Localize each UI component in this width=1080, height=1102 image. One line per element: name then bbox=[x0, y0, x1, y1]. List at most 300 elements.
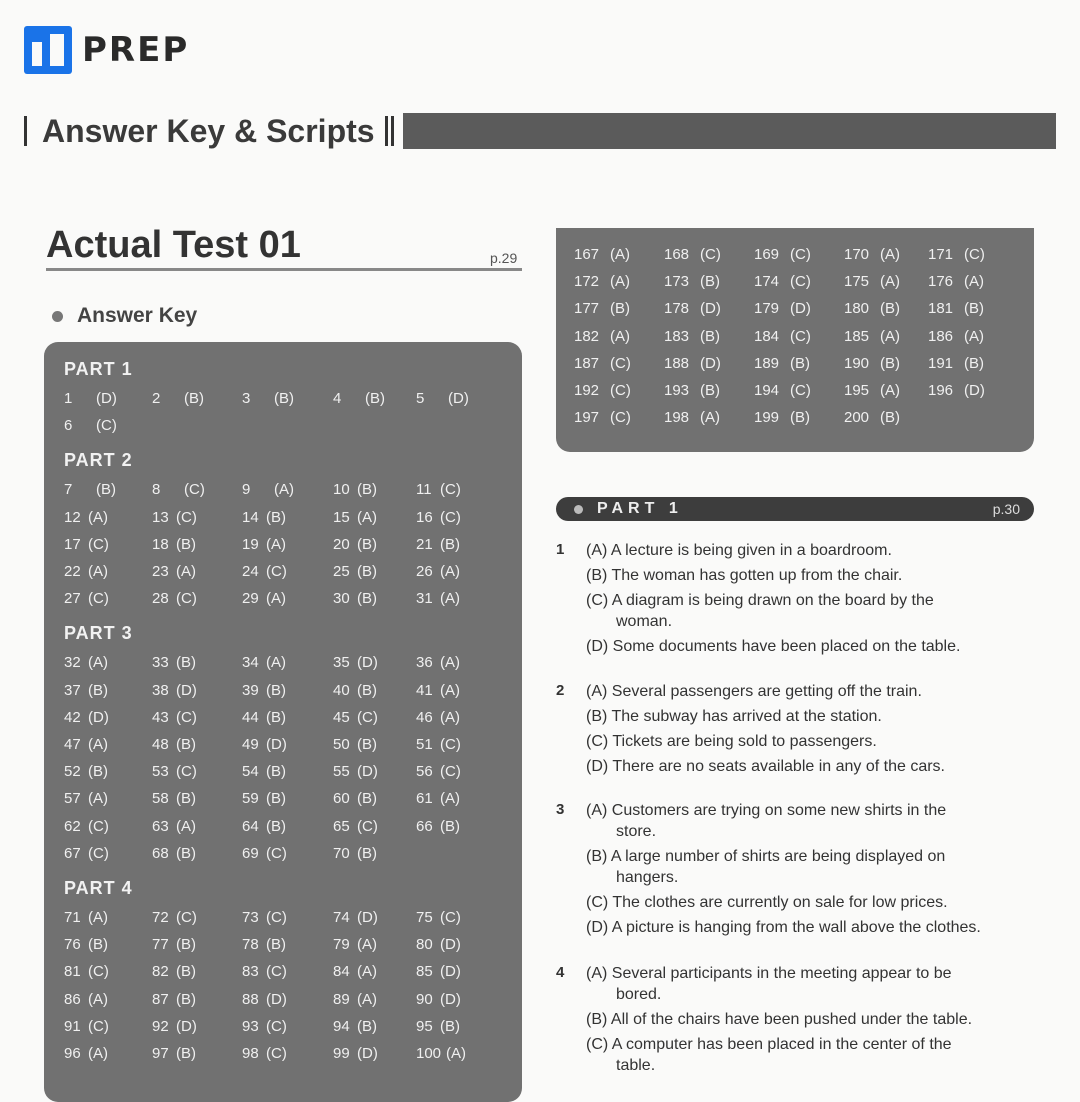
answer-choice: (B) bbox=[266, 681, 286, 699]
answer-choice: (B) bbox=[88, 763, 108, 781]
bullet-icon bbox=[574, 505, 583, 514]
answer-choice: (D) bbox=[266, 990, 287, 1008]
answer-number: 183 bbox=[664, 327, 690, 345]
answer-number: 55 bbox=[333, 763, 350, 781]
answer-choice: (B) bbox=[790, 354, 810, 372]
answer-number: 34 bbox=[242, 654, 259, 672]
answer-choice: (D) bbox=[357, 1045, 378, 1062]
answer-number: 5 bbox=[416, 390, 425, 407]
answer-choice: (A) bbox=[88, 654, 108, 672]
answer-number: 14 bbox=[242, 508, 259, 526]
answer-number: 6 bbox=[64, 417, 73, 435]
answer-choice: (D) bbox=[448, 390, 469, 407]
answer-choice: (C) bbox=[88, 963, 109, 981]
answer-choice: (C) bbox=[176, 708, 197, 726]
answer-choice: (C) bbox=[176, 590, 197, 608]
answer-choice: (B) bbox=[357, 563, 377, 580]
answer-choice: (A) bbox=[610, 327, 630, 345]
answer-number: 85 bbox=[416, 963, 433, 981]
section-title: Answer Key & Scripts bbox=[42, 112, 375, 149]
answer-number: 27 bbox=[64, 590, 81, 608]
answer-choice: (C) bbox=[88, 535, 109, 553]
answer-number: 13 bbox=[152, 508, 169, 526]
answer-number: 187 bbox=[574, 354, 600, 372]
answer-number: 174 bbox=[754, 273, 780, 291]
answer-choice: (C) bbox=[176, 909, 197, 926]
answer-number: 96 bbox=[64, 1045, 81, 1062]
answer-number: 181 bbox=[928, 300, 954, 318]
answer-choice: (B) bbox=[176, 844, 196, 862]
question-number: 3 bbox=[556, 801, 565, 818]
answer-number: 57 bbox=[64, 790, 81, 808]
script-option-line: hangers. bbox=[616, 869, 679, 886]
answer-choice: (A) bbox=[266, 590, 286, 608]
answer-number: 38 bbox=[152, 681, 169, 699]
answer-choice: (A) bbox=[88, 990, 108, 1008]
answer-number: 184 bbox=[754, 327, 780, 345]
answer-number: 81 bbox=[64, 963, 81, 981]
answer-number: 65 bbox=[333, 817, 350, 835]
answer-choice: (D) bbox=[357, 909, 378, 926]
answer-number: 186 bbox=[928, 327, 954, 345]
answer-number: 167 bbox=[574, 246, 600, 263]
answer-number: 92 bbox=[152, 1017, 169, 1035]
answer-number: 63 bbox=[152, 817, 169, 835]
answer-choice: (C) bbox=[266, 1045, 287, 1062]
answer-number: 171 bbox=[928, 246, 954, 263]
answer-number: 100 bbox=[416, 1045, 442, 1062]
answer-number: 182 bbox=[574, 327, 600, 345]
answer-number: 75 bbox=[416, 909, 433, 926]
answer-number: 10 bbox=[333, 481, 350, 499]
answer-choice: (B) bbox=[357, 1017, 377, 1035]
answer-choice: (A) bbox=[440, 790, 460, 808]
script-part-banner bbox=[556, 497, 1034, 521]
answer-key-box-right bbox=[556, 228, 1034, 452]
answer-number: 25 bbox=[333, 563, 350, 580]
answer-number: 98 bbox=[242, 1045, 259, 1062]
script-option-line: (C) Tickets are being sold to passengers. bbox=[586, 733, 877, 750]
answer-number: 197 bbox=[574, 409, 600, 427]
answer-number: 74 bbox=[333, 909, 350, 926]
answer-choice: (B) bbox=[880, 300, 900, 318]
answer-number: 69 bbox=[242, 844, 259, 862]
answer-number: 2 bbox=[152, 390, 161, 407]
answer-choice: (C) bbox=[790, 273, 811, 291]
script-option-line: (A) A lecture is being given in a boardroom. bbox=[586, 542, 892, 559]
answer-choice: (C) bbox=[440, 736, 461, 753]
answer-number: 76 bbox=[64, 936, 81, 954]
answer-number: 93 bbox=[242, 1017, 259, 1035]
answer-choice: (C) bbox=[440, 508, 461, 526]
script-option-line: (B) All of the chairs have been pushed under the table. bbox=[586, 1011, 973, 1028]
answer-number: 17 bbox=[64, 535, 81, 553]
answer-choice: (C) bbox=[610, 354, 631, 372]
answer-choice: (D) bbox=[964, 382, 985, 399]
answer-part-label: PART 4 bbox=[64, 878, 133, 898]
answer-number: 39 bbox=[242, 681, 259, 699]
answer-choice: (A) bbox=[266, 654, 286, 672]
answer-number: 194 bbox=[754, 382, 780, 399]
answer-number: 62 bbox=[64, 817, 81, 835]
answer-choice: (A) bbox=[880, 273, 900, 291]
answer-choice: (C) bbox=[184, 481, 205, 499]
script-option-line: (D) There are no seats available in any of the cars. bbox=[586, 758, 945, 775]
answer-number: 68 bbox=[152, 844, 169, 862]
answer-number: 3 bbox=[242, 390, 251, 407]
answer-choice: (A) bbox=[88, 563, 108, 580]
answer-number: 44 bbox=[242, 708, 259, 726]
prep-logo-icon bbox=[24, 26, 72, 74]
answer-choice: (A) bbox=[274, 481, 294, 499]
answer-number: 23 bbox=[152, 563, 169, 580]
answer-choice: (B) bbox=[357, 736, 377, 753]
answer-choice: (B) bbox=[88, 681, 108, 699]
answer-number: 191 bbox=[928, 354, 954, 372]
answer-choice: (A) bbox=[440, 590, 460, 608]
answer-choice: (C) bbox=[610, 409, 631, 427]
script-option-line: table. bbox=[616, 1057, 656, 1074]
answer-number: 180 bbox=[844, 300, 870, 318]
answer-choice: (B) bbox=[357, 590, 377, 608]
answer-number: 87 bbox=[152, 990, 169, 1008]
answer-choice: (D) bbox=[176, 681, 197, 699]
script-option-line: (D) Some documents have been placed on the table. bbox=[586, 638, 961, 655]
answer-choice: (A) bbox=[266, 535, 286, 553]
answer-choice: (D) bbox=[700, 354, 721, 372]
answer-number: 22 bbox=[64, 563, 81, 580]
answer-number: 28 bbox=[152, 590, 169, 608]
script-option-line: (C) A computer has been placed in the center of the bbox=[586, 1036, 952, 1053]
answer-choice: (B) bbox=[880, 354, 900, 372]
answer-number: 77 bbox=[152, 936, 169, 954]
answer-choice: (B) bbox=[700, 327, 720, 345]
answer-number: 26 bbox=[416, 563, 433, 580]
answer-number: 95 bbox=[416, 1017, 433, 1035]
answer-number: 48 bbox=[152, 736, 169, 753]
script-option-line: (B) A large number of shirts are being displayed on bbox=[586, 848, 946, 865]
answer-choice: (A) bbox=[440, 681, 460, 699]
answer-choice: (A) bbox=[610, 273, 630, 291]
answer-choice: (A) bbox=[357, 990, 377, 1008]
answer-choice: (A) bbox=[964, 273, 984, 291]
answer-number: 193 bbox=[664, 382, 690, 399]
answer-number: 73 bbox=[242, 909, 259, 926]
answer-number: 70 bbox=[333, 844, 350, 862]
answer-number: 88 bbox=[242, 990, 259, 1008]
answer-number: 192 bbox=[574, 382, 600, 399]
script-option-line: (C) A diagram is being drawn on the board by the bbox=[586, 592, 934, 609]
test-title: Actual Test 01 bbox=[46, 224, 301, 266]
answer-choice: (D) bbox=[266, 736, 287, 753]
answer-number: 29 bbox=[242, 590, 259, 608]
answer-part-label: PART 1 bbox=[64, 359, 133, 379]
answer-choice: (C) bbox=[88, 1017, 109, 1035]
answer-choice: (B) bbox=[176, 990, 196, 1008]
script-option-line: (B) The subway has arrived at the station. bbox=[586, 708, 882, 725]
answer-number: 179 bbox=[754, 300, 780, 318]
answer-choice: (B) bbox=[176, 790, 196, 808]
answer-choice: (D) bbox=[96, 390, 117, 407]
answer-choice: (A) bbox=[880, 246, 900, 263]
answer-choice: (B) bbox=[176, 1045, 196, 1062]
answer-choice: (B) bbox=[176, 963, 196, 981]
answer-choice: (A) bbox=[88, 736, 108, 753]
question-number: 1 bbox=[556, 541, 565, 558]
answer-choice: (A) bbox=[446, 1045, 466, 1062]
answer-number: 42 bbox=[64, 708, 81, 726]
answer-number: 169 bbox=[754, 246, 780, 263]
answer-choice: (B) bbox=[96, 481, 116, 499]
answer-choice: (C) bbox=[266, 963, 287, 981]
answer-choice: (A) bbox=[610, 246, 630, 263]
answer-number: 21 bbox=[416, 535, 433, 553]
answer-number: 195 bbox=[844, 382, 870, 399]
answer-choice: (A) bbox=[440, 708, 460, 726]
answer-number: 7 bbox=[64, 481, 73, 499]
answer-number: 37 bbox=[64, 681, 81, 699]
answer-choice: (B) bbox=[880, 409, 900, 427]
answer-choice: (D) bbox=[176, 1017, 197, 1035]
script-option-line: (C) The clothes are currently on sale for low prices. bbox=[586, 894, 948, 911]
answer-choice: (D) bbox=[700, 300, 721, 318]
answer-choice: (B) bbox=[266, 790, 286, 808]
answer-number: 15 bbox=[333, 508, 350, 526]
answer-choice: (B) bbox=[357, 790, 377, 808]
answer-choice: (C) bbox=[88, 590, 109, 608]
answer-number: 168 bbox=[664, 246, 690, 263]
answer-choice: (A) bbox=[176, 817, 196, 835]
answer-number: 66 bbox=[416, 817, 433, 835]
answer-number: 178 bbox=[664, 300, 690, 318]
answer-choice: (C) bbox=[700, 246, 721, 263]
answer-choice: (C) bbox=[176, 508, 197, 526]
answer-number: 64 bbox=[242, 817, 259, 835]
answer-choice: (B) bbox=[964, 300, 984, 318]
answer-number: 94 bbox=[333, 1017, 350, 1035]
answer-choice: (A) bbox=[88, 909, 108, 926]
answer-number: 24 bbox=[242, 563, 259, 580]
answer-choice: (C) bbox=[96, 417, 117, 435]
prep-logo bbox=[24, 26, 189, 74]
answer-choice: (B) bbox=[440, 535, 460, 553]
answer-choice: (D) bbox=[88, 708, 109, 726]
answer-number: 53 bbox=[152, 763, 169, 781]
answer-number: 90 bbox=[416, 990, 433, 1008]
answer-choice: (A) bbox=[700, 409, 720, 427]
answer-number: 91 bbox=[64, 1017, 81, 1035]
answer-number: 49 bbox=[242, 736, 259, 753]
answer-choice: (C) bbox=[440, 481, 461, 499]
answer-choice: (D) bbox=[440, 990, 461, 1008]
answer-number: 170 bbox=[844, 246, 870, 263]
answer-number: 78 bbox=[242, 936, 259, 954]
answer-choice: (B) bbox=[88, 936, 108, 954]
answer-number: 67 bbox=[64, 844, 81, 862]
answer-choice: (C) bbox=[790, 382, 811, 399]
answer-number: 54 bbox=[242, 763, 259, 781]
answer-number: 20 bbox=[333, 535, 350, 553]
answer-choice: (C) bbox=[964, 246, 985, 263]
answer-choice: (C) bbox=[790, 327, 811, 345]
answer-number: 83 bbox=[242, 963, 259, 981]
answer-choice: (B) bbox=[176, 736, 196, 753]
answer-choice: (B) bbox=[266, 508, 286, 526]
answer-number: 97 bbox=[152, 1045, 169, 1062]
answer-number: 46 bbox=[416, 708, 433, 726]
answer-choice: (A) bbox=[176, 563, 196, 580]
answer-number: 198 bbox=[664, 409, 690, 427]
section-header bbox=[24, 108, 1056, 154]
answer-choice: (B) bbox=[357, 844, 377, 862]
answer-choice: (C) bbox=[266, 844, 287, 862]
answer-number: 189 bbox=[754, 354, 780, 372]
answer-choice: (C) bbox=[88, 817, 109, 835]
answer-number: 177 bbox=[574, 300, 600, 318]
script-part-title: PART 1 bbox=[597, 500, 683, 517]
script-option-line: (B) The woman has gotten up from the chair. bbox=[586, 567, 903, 584]
answer-number: 52 bbox=[64, 763, 81, 781]
answer-number: 47 bbox=[64, 736, 81, 753]
answer-part-label: PART 3 bbox=[64, 623, 133, 644]
answer-number: 30 bbox=[333, 590, 350, 608]
answer-number: 80 bbox=[416, 936, 433, 954]
answer-choice: (C) bbox=[440, 763, 461, 781]
answer-number: 51 bbox=[416, 736, 433, 753]
answer-choice: (A) bbox=[880, 327, 900, 345]
answer-choice: (A) bbox=[357, 936, 377, 954]
answer-number: 172 bbox=[574, 273, 600, 291]
answer-choice: (C) bbox=[790, 246, 811, 263]
answer-number: 176 bbox=[928, 273, 954, 291]
answer-choice: (D) bbox=[440, 936, 461, 954]
answer-number: 99 bbox=[333, 1045, 350, 1062]
answer-number: 58 bbox=[152, 790, 169, 808]
script-option-line: (A) Several participants in the meeting appear to be bbox=[586, 965, 952, 982]
script-option-line: (A) Several passengers are getting off the train. bbox=[586, 683, 922, 700]
answer-number: 12 bbox=[64, 508, 81, 526]
answer-choice: (C) bbox=[266, 1017, 287, 1035]
answer-choice: (D) bbox=[357, 763, 378, 781]
title-underline bbox=[46, 268, 522, 271]
answer-number: 43 bbox=[152, 708, 169, 726]
answer-number: 86 bbox=[64, 990, 81, 1008]
answer-choice: (A) bbox=[88, 790, 108, 808]
answer-number: 175 bbox=[844, 273, 870, 291]
script-option-line: bored. bbox=[616, 986, 662, 1003]
answer-choice: (B) bbox=[790, 409, 810, 427]
answer-number: 79 bbox=[333, 936, 350, 954]
header-band bbox=[403, 113, 1056, 149]
answer-number: 190 bbox=[844, 354, 870, 372]
answer-choice: (B) bbox=[357, 681, 377, 699]
answer-number: 36 bbox=[416, 654, 433, 672]
answer-choice: (A) bbox=[88, 508, 108, 526]
answer-choice: (B) bbox=[964, 354, 984, 372]
answer-key-box-left bbox=[44, 342, 522, 1102]
answer-choice: (A) bbox=[880, 382, 900, 399]
answer-choice: (C) bbox=[357, 817, 378, 835]
answer-number: 89 bbox=[333, 990, 350, 1008]
answer-choice: (B) bbox=[365, 390, 385, 407]
answer-number: 59 bbox=[242, 790, 259, 808]
answer-number: 45 bbox=[333, 708, 350, 726]
answer-number: 35 bbox=[333, 654, 350, 672]
answer-number: 8 bbox=[152, 481, 161, 499]
answer-number: 50 bbox=[333, 736, 350, 753]
answer-choice: (C) bbox=[88, 844, 109, 862]
answer-choice: (C) bbox=[610, 382, 631, 399]
answer-choice: (A) bbox=[357, 963, 377, 981]
script-option-line: (D) A picture is hanging from the wall above the clothes. bbox=[586, 919, 981, 936]
answer-choice: (B) bbox=[176, 936, 196, 954]
answer-choice: (C) bbox=[176, 763, 197, 781]
answer-number: 4 bbox=[333, 390, 342, 407]
answer-choice: (C) bbox=[440, 909, 461, 926]
answer-choice: (D) bbox=[440, 963, 461, 981]
answer-choice: (B) bbox=[266, 817, 286, 835]
question-number: 4 bbox=[556, 964, 565, 981]
answer-number: 200 bbox=[844, 409, 870, 427]
script-option-line: store. bbox=[616, 823, 657, 840]
answer-choice: (B) bbox=[700, 382, 720, 399]
answer-choice: (C) bbox=[266, 909, 287, 926]
prep-logo-text: PREP bbox=[82, 30, 190, 70]
answer-choice: (B) bbox=[700, 273, 720, 291]
answer-number: 9 bbox=[242, 481, 251, 499]
answer-number: 32 bbox=[64, 654, 81, 672]
answer-number: 16 bbox=[416, 508, 433, 526]
answer-choice: (C) bbox=[266, 563, 287, 580]
answer-choice: (B) bbox=[266, 708, 286, 726]
answer-part-label: PART 2 bbox=[64, 450, 133, 471]
answer-number: 185 bbox=[844, 327, 870, 345]
answer-number: 61 bbox=[416, 790, 433, 808]
answer-number: 173 bbox=[664, 273, 690, 291]
answer-choice: (A) bbox=[88, 1045, 108, 1062]
answer-choice: (B) bbox=[266, 936, 286, 954]
answer-choice: (A) bbox=[964, 327, 984, 345]
test-page-number: p.29 bbox=[490, 250, 518, 266]
answer-number: 188 bbox=[664, 354, 690, 372]
answer-number: 84 bbox=[333, 963, 350, 981]
answer-choice: (A) bbox=[440, 563, 460, 580]
answer-choice: (C) bbox=[357, 708, 378, 726]
script-option-line: (A) Customers are trying on some new shirts in the bbox=[586, 802, 947, 819]
answer-number: 18 bbox=[152, 535, 169, 553]
answer-choice: (A) bbox=[357, 508, 377, 526]
answer-number: 33 bbox=[152, 654, 169, 672]
bullet-icon bbox=[52, 311, 63, 322]
answer-number: 19 bbox=[242, 535, 259, 553]
answer-number: 196 bbox=[928, 382, 954, 399]
answer-choice: (B) bbox=[274, 390, 294, 407]
question-number: 2 bbox=[556, 682, 565, 699]
answer-choice: (B) bbox=[440, 817, 460, 835]
answer-choice: (B) bbox=[357, 535, 377, 553]
answer-choice: (B) bbox=[610, 300, 630, 318]
answer-number: 60 bbox=[333, 790, 350, 808]
answer-number: 11 bbox=[416, 481, 432, 499]
script-page-number: p.30 bbox=[992, 501, 1020, 517]
answer-choice: (B) bbox=[440, 1017, 460, 1035]
answer-choice: (B) bbox=[357, 481, 377, 499]
answer-number: 72 bbox=[152, 909, 169, 926]
answer-number: 40 bbox=[333, 681, 350, 699]
script-option-line: woman. bbox=[616, 613, 673, 630]
answer-number: 31 bbox=[416, 590, 433, 608]
answer-choice: (D) bbox=[790, 300, 811, 318]
